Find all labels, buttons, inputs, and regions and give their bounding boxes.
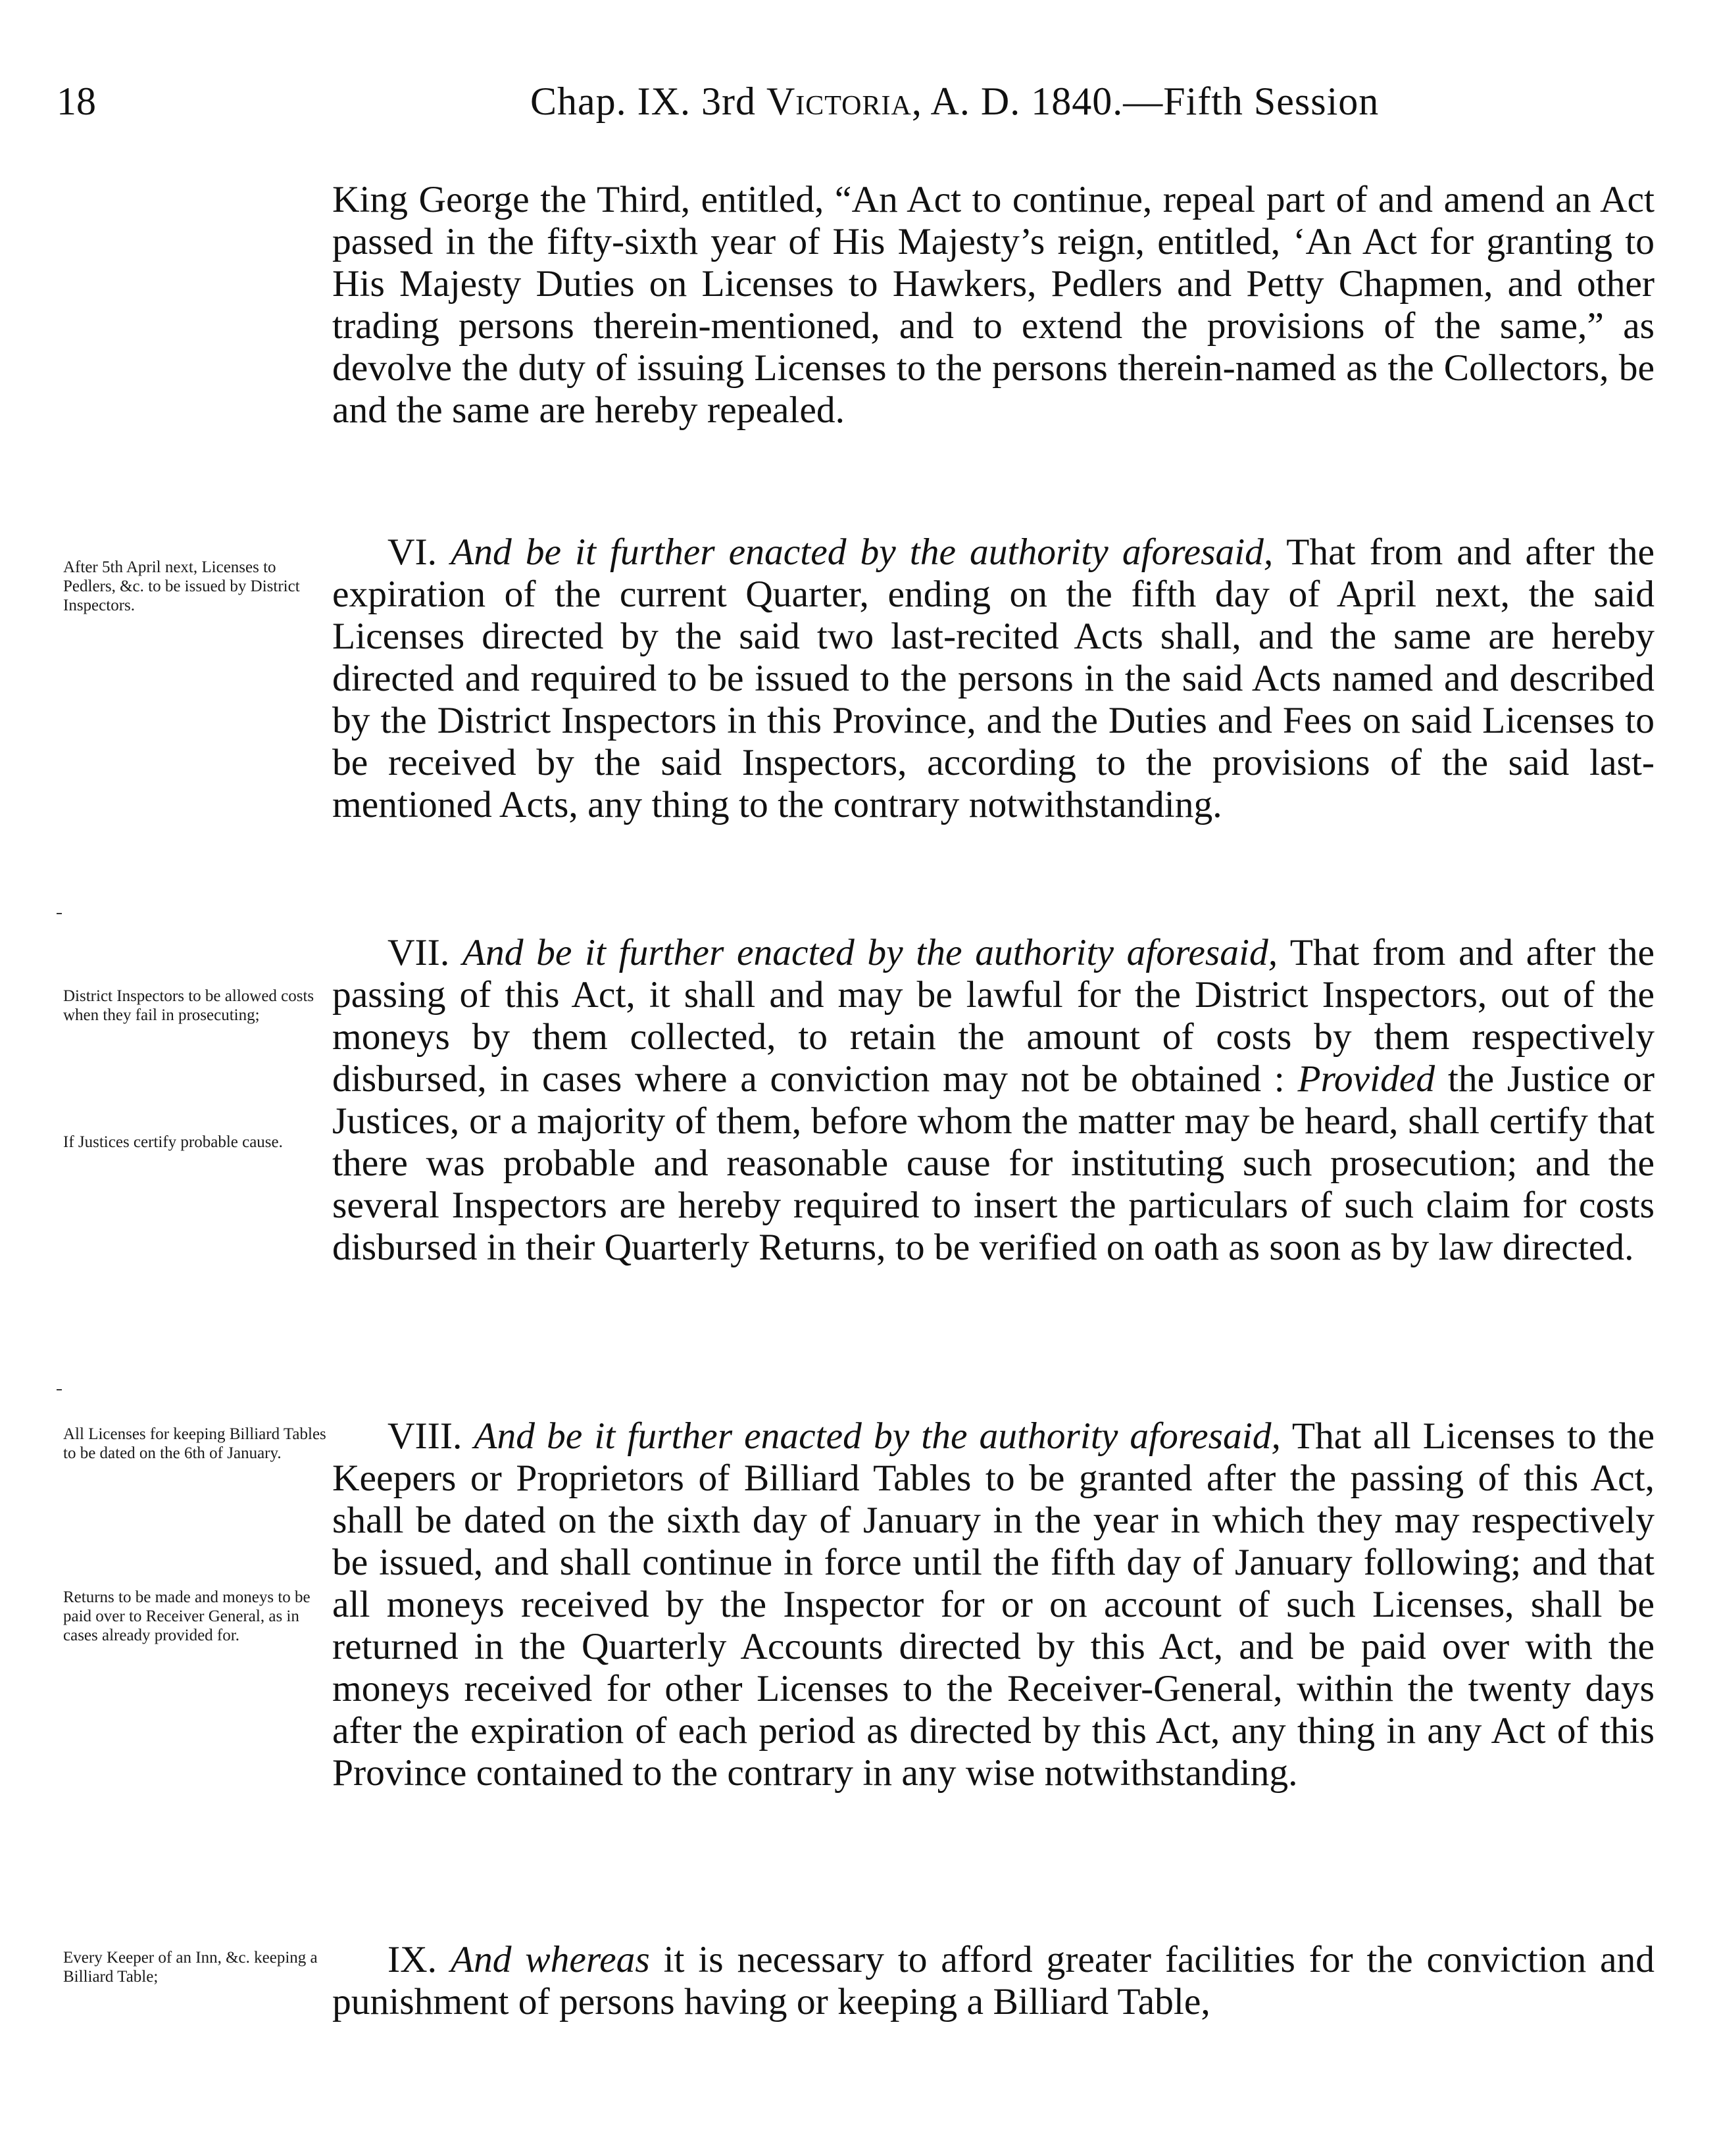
running-head-chapter: Chap. IX. 3rd bbox=[530, 80, 766, 123]
page-header bbox=[57, 78, 1662, 137]
running-head-year-session: , A. D. 1840.—Fifth Session bbox=[911, 80, 1380, 123]
section-numeral: IX. bbox=[387, 1939, 437, 1980]
continuation-text: King George the Third, entitled, “An Act to continue, repeal part of and amend an Act passed in the fifty-sixth year of His Majesty’s reign, entitled, ‘An Act for granting to His Majesty Duties on Licenses to Hawkers, Pedlers and Petty Chapmen, and other trading persons therein-mentioned, and to extend the provisions of the same,” as devolve the duty of issuing Licenses to the persons therein-named as the Collectors, be and the same are hereby repealed. bbox=[332, 179, 1655, 431]
section-body: That all Licenses to the Keepers or Proprietors of Billiard Tables to be granted after the passing of this Act, shall be dated on the sixth day of January in the year in which they may respectively be issued, and shall continue in force until the fifth day of January following; and that all moneys received by the Inspector for or on account of such Licenses, shall be returned in the Quarterly Accounts directed by this Act, and be paid over with the moneys received for other Licenses to the Receiver-General, within the twenty days after the expiration of each period as directed by this Act, any thing in any Act of this Province contained to the contrary in any wise notwithstanding. bbox=[332, 1415, 1655, 1794]
section-vi bbox=[332, 531, 1655, 826]
margin-note-licenses-pedlers: After 5th April next, Licenses to Pedlers, &c. to be issued by District Inspectors. bbox=[63, 558, 300, 614]
section-body: it is necessary to afford greater facilities for the conviction and punishment of persons having or keeping a Billiard Table, bbox=[332, 1939, 1655, 2022]
margin-note-inspector-costs: District Inspectors to be allowed costs when they fail in prosecuting; bbox=[63, 987, 314, 1024]
running-head bbox=[530, 78, 1379, 125]
section-vii bbox=[332, 932, 1655, 1269]
enacting-clause: And whereas bbox=[450, 1939, 650, 1980]
section-numeral: VI. bbox=[387, 531, 437, 573]
enacting-clause: And be it further enacted by the authority aforesaid, bbox=[474, 1415, 1281, 1457]
margin-note-returns: Returns to be made and moneys to be paid over to Receiver General, as in cases already provided for. bbox=[63, 1588, 311, 1644]
section-vii-text bbox=[332, 932, 1655, 1269]
margin-rule bbox=[57, 1389, 62, 1390]
continuation-paragraph bbox=[332, 179, 1655, 431]
section-viii-text bbox=[332, 1415, 1655, 1794]
section-ix bbox=[332, 1939, 1655, 2023]
margin-note-billiard-licenses: All Licenses for keeping Billiard Tables to be dated on the 6th of January. bbox=[63, 1425, 326, 1462]
enacting-clause: And be it further enacted by the authority aforesaid, bbox=[451, 531, 1274, 573]
section-body: That from and after the passing of this Act, it shall and may be lawful for the District Inspectors, out of the moneys by them collected, to retain the amount of costs by them respectively disbursed, in cases where a conviction may not be obtained : bbox=[332, 932, 1655, 1100]
margin-note-keeper-of-inn: Every Keeper of an Inn, &c. keeping a Billiard Table; bbox=[63, 1949, 318, 1986]
section-numeral: VIII. bbox=[387, 1415, 462, 1457]
margin-rule bbox=[57, 913, 62, 914]
proviso-word: Provided bbox=[1297, 1058, 1435, 1100]
page-number: 18 bbox=[57, 80, 96, 123]
section-ix-text bbox=[332, 1939, 1655, 2023]
section-vi-text bbox=[332, 531, 1655, 826]
section-viii bbox=[332, 1415, 1655, 1794]
enacting-clause: And be it further enacted by the authority aforesaid, bbox=[462, 932, 1278, 973]
section-numeral: VII. bbox=[387, 932, 450, 973]
section-body-continued: the Justice or Justices, or a majority of them, before whom the matter may be heard, shall certify that there was probable and reasonable cause for instituting such prosecution; and the several Inspectors are hereby required to insert the particulars of such claim for costs disbursed in their Quarterly Returns, to be verified on oath as soon as by law directed. bbox=[332, 1058, 1655, 1268]
margin-note-probable-cause: If Justices certify probable cause. bbox=[63, 1133, 283, 1151]
running-head-monarch: Victoria bbox=[766, 80, 912, 123]
section-body: That from and after the expiration of the current Quarter, ending on the fifth day of April next, the said Licenses directed by the said two last-recited Acts shall, and the same are hereby directed and required to be issued to the persons in the said Acts named and described by the District Inspectors in this Province, and the Duties and Fees on said Licenses to be received by the said Inspectors, according to the provisions of the said last-mentioned Acts, any thing to the contrary notwithstanding. bbox=[332, 531, 1655, 825]
